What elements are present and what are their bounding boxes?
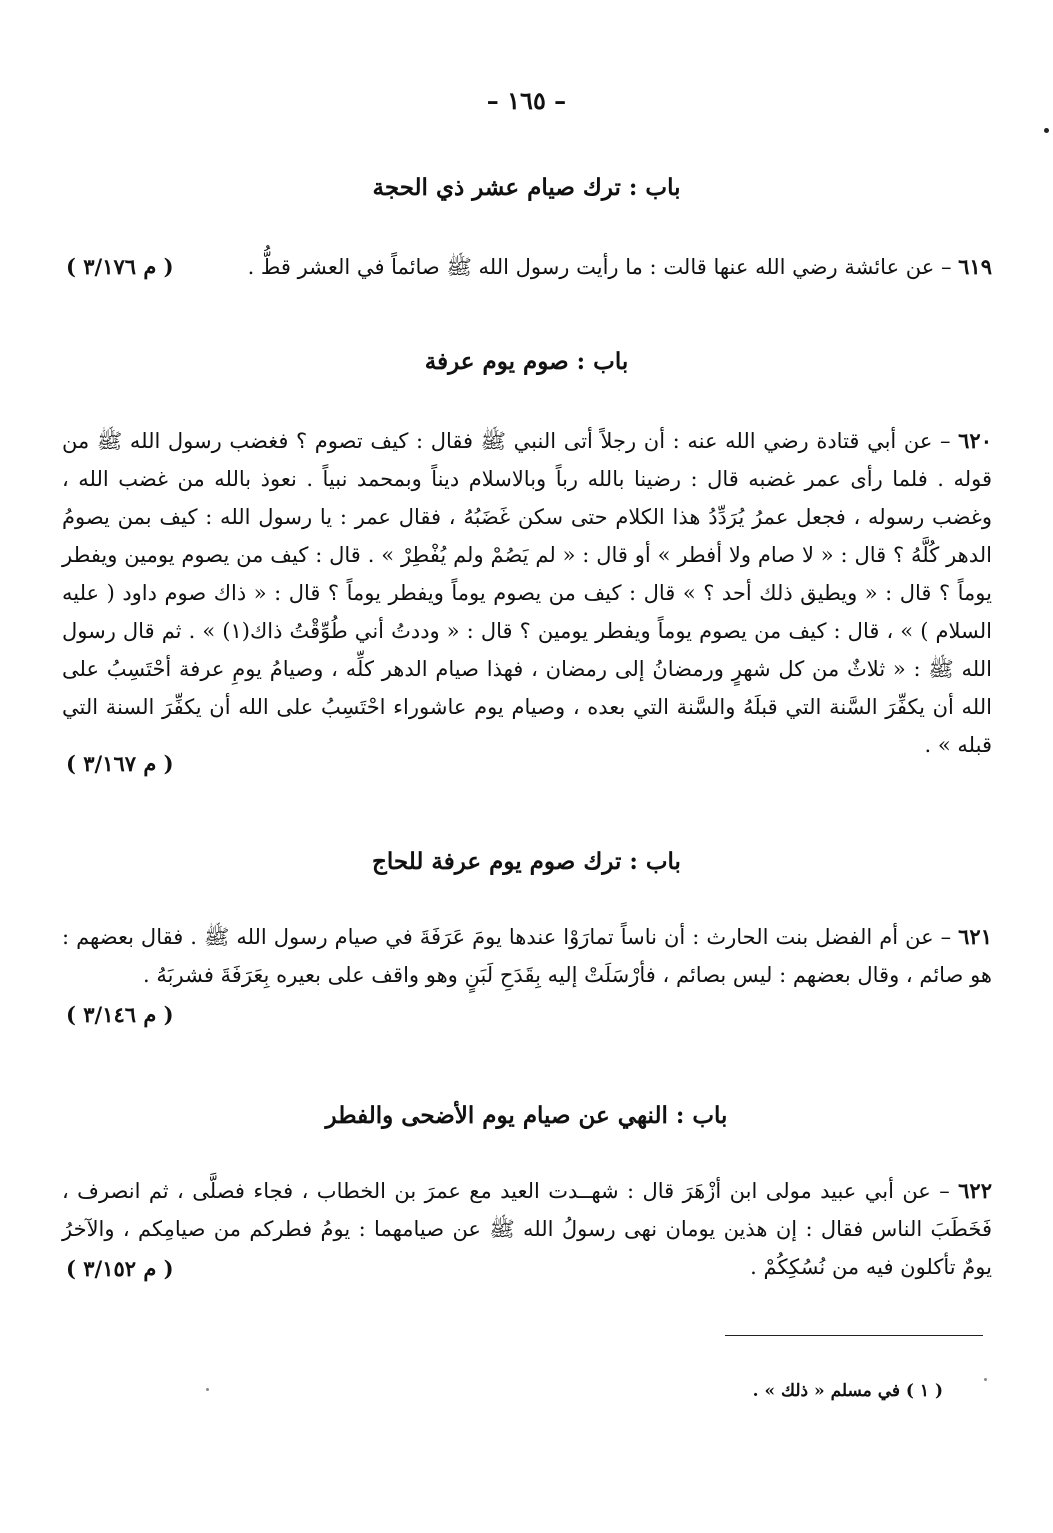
scan-speck — [984, 1378, 987, 1381]
hadith-number: ٦٢١ — [958, 924, 992, 949]
hadith-text: – عن عائشة رضي الله عنها قالت : ما رأيت رسول الله ﷺ صائماً في العشر قطُّ . — [247, 255, 959, 279]
scan-speck — [206, 1388, 209, 1391]
footnote-divider — [725, 1335, 983, 1336]
hadith-text: – عن أبي عبيد مولى ابن أزْهَرَ قال : شهــدت العيد مع عمرَ بن الخطاب ، فجاء فصلَّى ، ثم انصرف ، فَخَطَبَ الناس فقال : إن هذين يومان نهى رسولُ الله ﷺ عن صيامهما : يومُ فطركم من صيامِكم ، والآخرُ يومٌ تأكلون فيه من نُسُكِكُمْ . — [62, 1179, 992, 1279]
hadith-paragraph — [62, 1172, 992, 1286]
footnote: ( ١ ) في مسلم « ذلك » . — [752, 1381, 943, 1401]
chapter-heading: باب : ترك صيام عشر ذي الحجة — [372, 174, 681, 201]
page-number: – ١٦٥ – — [486, 86, 567, 115]
chapter-heading: باب : النهي عن صيام يوم الأضحى والفطر — [325, 1102, 728, 1129]
hadith-paragraph — [62, 248, 992, 286]
hadith-reference: ( م ٣/١٧٦ ) — [66, 254, 174, 279]
hadith-text: – عن أبي قتادة رضي الله عنه : أن رجلاً أتى النبي ﷺ فقال : كيف تصوم ؟ فغضب رسول الله ﷺ من قوله . فلما رأى عمر غضبه قال : رضينا بالله رباً وبالاسلام ديناً وبمحمد نبياً . نعوذ بالله من غضب الله ، وغضب رسوله ، فجعل عمرُ يُرَدِّدُ هذا الكلام حتى سكن غَضَبُهُ ، فقال عمر : يا رسول الله : كيف بمن يصومُ الدهر كُلَّهُ ؟ قال : « لا صام ولا أفطر » أو قال : « لم يَصُمْ ولم يُفْطِرْ » . قال : كيف من يصوم يومين ويفطر يوماً ؟ قال : « ويطيق ذلك أحد ؟ » قال : كيف من يصوم يوماً ويفطر يوماً ؟ قال : « ذاك صوم داود ( عليه السلام ) » ، قال : كيف من يصوم يوماً ويفطر يومين ؟ قال : « وددتُ أني طُوِّقْتُ ذاك(١) » . ثم قال رسول الله ﷺ : « ثلاثٌ من كل شهرٍ ورمضانُ إلى رمضان ، فهذا صيام الدهر كلِّه ، وصيامُ يومِ عرفة أحْتَسِبُ على الله أن يكفِّرَ السَّنة التي قبلَهُ والسَّنة التي بعده ، وصيام يوم عاشوراء احْتَسِبُ على الله أن يكفِّرَ السنة التي قبله » . — [62, 429, 992, 757]
hadith-number: ٦٢٠ — [958, 428, 992, 453]
hadith-number: ٦١٩ — [958, 254, 992, 279]
hadith-text: – عن أم الفضل بنت الحارث : أن ناساً تمارَوْا عندها يومَ عَرَفَةَ في صيام رسول الله ﷺ . فقال بعضهم : هو صائم ، وقال بعضهم : ليس بصائم ، فأرْسَلَتْ إليه بِقَدَحِ لَبَنٍ وهو واقف على بعيره بِعَرَفَةَ فشربَهُ . — [62, 925, 992, 987]
chapter-heading: باب : صوم يوم عرفة — [424, 348, 629, 375]
hadith-reference: ( م ٣/١٤٦ ) — [66, 1002, 174, 1027]
hadith-paragraph — [62, 422, 992, 764]
hadith-paragraph — [62, 918, 992, 994]
hadith-reference: ( م ٣/١٥٢ ) — [66, 1256, 174, 1281]
margin-dot — [1044, 128, 1049, 133]
hadith-number: ٦٢٢ — [958, 1178, 992, 1203]
hadith-reference: ( م ٣/١٦٧ ) — [66, 751, 174, 776]
chapter-heading: باب : ترك صوم يوم عرفة للحاج — [372, 848, 681, 875]
